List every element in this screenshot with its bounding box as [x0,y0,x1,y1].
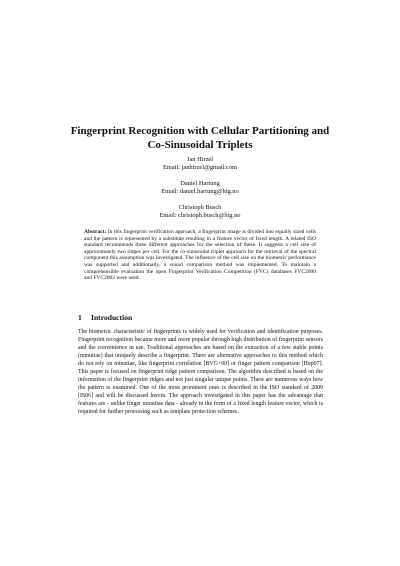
author-block [100,156,300,172]
author-name: Jan Hirzel [186,156,214,163]
section-body: The biometric characteristic of fingerprints is widely used for verification and identification purposes. Fingerprint recognition became more and more popular through high distribution of fingerprint sensors and the convenience in use. Traditional approaches are based on the extraction of a few stable points (minutiae) that uniquely describe a fingerprint. There are alternative approaches to this method which do not rely on minutiae, like fingerprint correlation [BVG+00] or finger pattern comparison [Hup07]. This paper is focused on fingerprint ridge pattern comparison. The algorithm described is based on the information of the fingerprint ridges and not just singular unique points. There are numerous ways how the pattern is examined. One of the most prominent ones is described in the ISO standard of 2009 [IS06] and will be discussed herein. The approach investigated in this paper has the advantage that features are - unlike finger minutiae data - already in the form of a fixed length feature vector, which is required for further processing such as template protection schemes. [78,329,323,415]
author-block [100,204,300,220]
abstract-label: Abstract: [84,229,107,235]
author-email: Email: daniel.hartung@hig.no [161,188,239,195]
abstract [84,229,316,282]
author-name: Daniel Hartung [180,179,220,187]
abstract-text: In this fingerprint verification approach, a fingerprint image is divided into equally sized cells and the pattern is represented by a substitute resulting in a feature vector of fixed length. A related ISO standard recommends three different approaches for the selection of these. It suggests a cell size of approximately two ridges per cell. For the co-sinusoidal triplet approach for the retrieval of the spectral component this assumption was investigated. The influence of the cell size on the biometric performance was supported and additionally, a sound comparison method was implemented. To maintain a comprehensible evaluation the open Fingerprint Verification Competition (FVC) databases FVC2000 and FVC2002 were used. [84,229,317,282]
author-list [100,156,300,227]
paper-title [60,124,340,152]
author-email: Email: christoph.busch@hig.no [159,211,241,219]
title-line-2: Co-Sinusoidal Triplets [147,139,253,151]
author-name: Christoph Busch [178,203,222,211]
author-block [100,180,300,196]
section-title: Introduction [91,313,133,322]
author-email: Email: janhirzel@gmail.com [162,164,238,172]
title-line-1: Fingerprint Recognition with Cellular Partitioning and [70,125,330,137]
section-number: 1 [78,313,82,322]
section-heading [78,313,318,323]
